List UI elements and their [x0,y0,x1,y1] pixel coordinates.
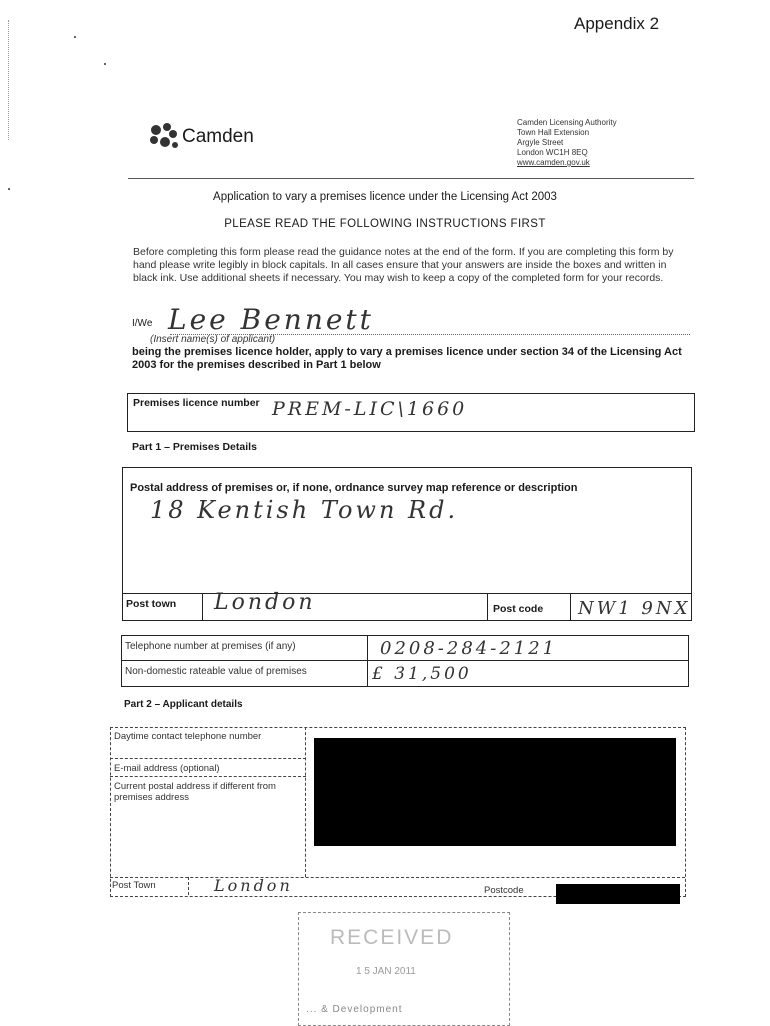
redaction-block [314,738,676,846]
form-title: Application to vary a premises licence under the Licensing Act 2003 [213,191,557,203]
stamp-date-text: 1 5 JAN 2011 [356,966,416,977]
email-label: E-mail address (optional) [114,763,220,774]
stamp-department-text: ... & Development [306,1004,403,1015]
header-divider [128,178,694,179]
logo-text: Camden [182,126,254,147]
address-line: Argyle Street [517,138,564,147]
postcode-label: Postcode [484,885,524,896]
instructions-text: Before completing this form please read the guidance notes at the end of the form. If you are completing this form by hand please write legibly in block capitals. In all cases ensure that your answers are inside the boxes and written in black ink. Use additional sheets if necessary. You may wish to keep a copy of the completed form for your records. [133,246,674,284]
rateable-value-field[interactable]: £ 31,500 [372,664,472,684]
daytime-phone-label: Daytime contact telephone number [114,731,262,742]
applicant-name-field[interactable]: Lee Bennett [168,303,374,336]
postal-address-field[interactable]: 18 Kentish Town Rd. [150,496,459,524]
instructions-heading: PLEASE READ THE FOLLOWING INSTRUCTIONS FIRST [224,218,546,230]
part2-heading: Part 2 – Applicant details [124,699,243,710]
declaration-text: being the premises licence holder, apply to vary a premises licence under section 34 of the Licensing Act 2003 for the premises described in Part 1 below [132,346,682,371]
post-town-label: Post Town [112,880,156,891]
cell-divider [487,593,488,620]
cell-divider [570,593,571,620]
post-code-label: Post code [493,603,544,615]
insert-name-label: (Insert name(s) of applicant) [150,334,276,345]
iwe-label: I/We [132,318,153,329]
cell-divider [188,877,189,895]
part1-heading: Part 1 – Premises Details [132,441,257,453]
row-divider [110,758,306,759]
cell-divider [202,593,203,620]
premises-licence-label: Premises licence number [133,397,260,409]
redaction-block [556,884,680,904]
post-town-row-divider [122,593,692,594]
address-line: Camden Licensing Authority [517,118,617,127]
cell-divider [305,727,306,877]
scan-speck [104,63,106,65]
postal-address-label: Postal address of premises or, if none, ordnance survey map reference or description [130,482,578,494]
authority-address [517,118,617,168]
applicant-post-town-field[interactable]: London [214,876,293,895]
post-town-label: Post town [126,598,177,610]
scan-speck [8,188,10,190]
row-divider [121,660,688,661]
camden-logo-icon [145,120,185,154]
current-postal-label: Current postal address if different from premises address [114,781,276,803]
post-code-field[interactable]: NW1 9NX [578,598,691,619]
stamp-received-text: RECEIVED [330,926,454,949]
rateable-value-label: Non-domestic rateable value of premises [125,666,307,677]
telephone-field[interactable]: 0208-284-2121 [380,638,558,659]
address-line: Town Hall Extension [517,128,590,137]
website-link[interactable]: www.camden.gov.uk [517,158,590,167]
cell-divider [367,635,368,686]
scan-speck [74,36,76,38]
scan-edge-mark [8,20,10,140]
premises-licence-field[interactable]: PREM-LIC\1660 [272,398,468,420]
telephone-label: Telephone number at premises (if any) [125,641,296,652]
post-town-field[interactable]: London [214,590,316,615]
row-divider [110,877,685,878]
row-divider [110,776,306,777]
appendix-label: Appendix 2 [574,14,660,33]
address-line: London WC1H 8EQ [517,148,588,157]
